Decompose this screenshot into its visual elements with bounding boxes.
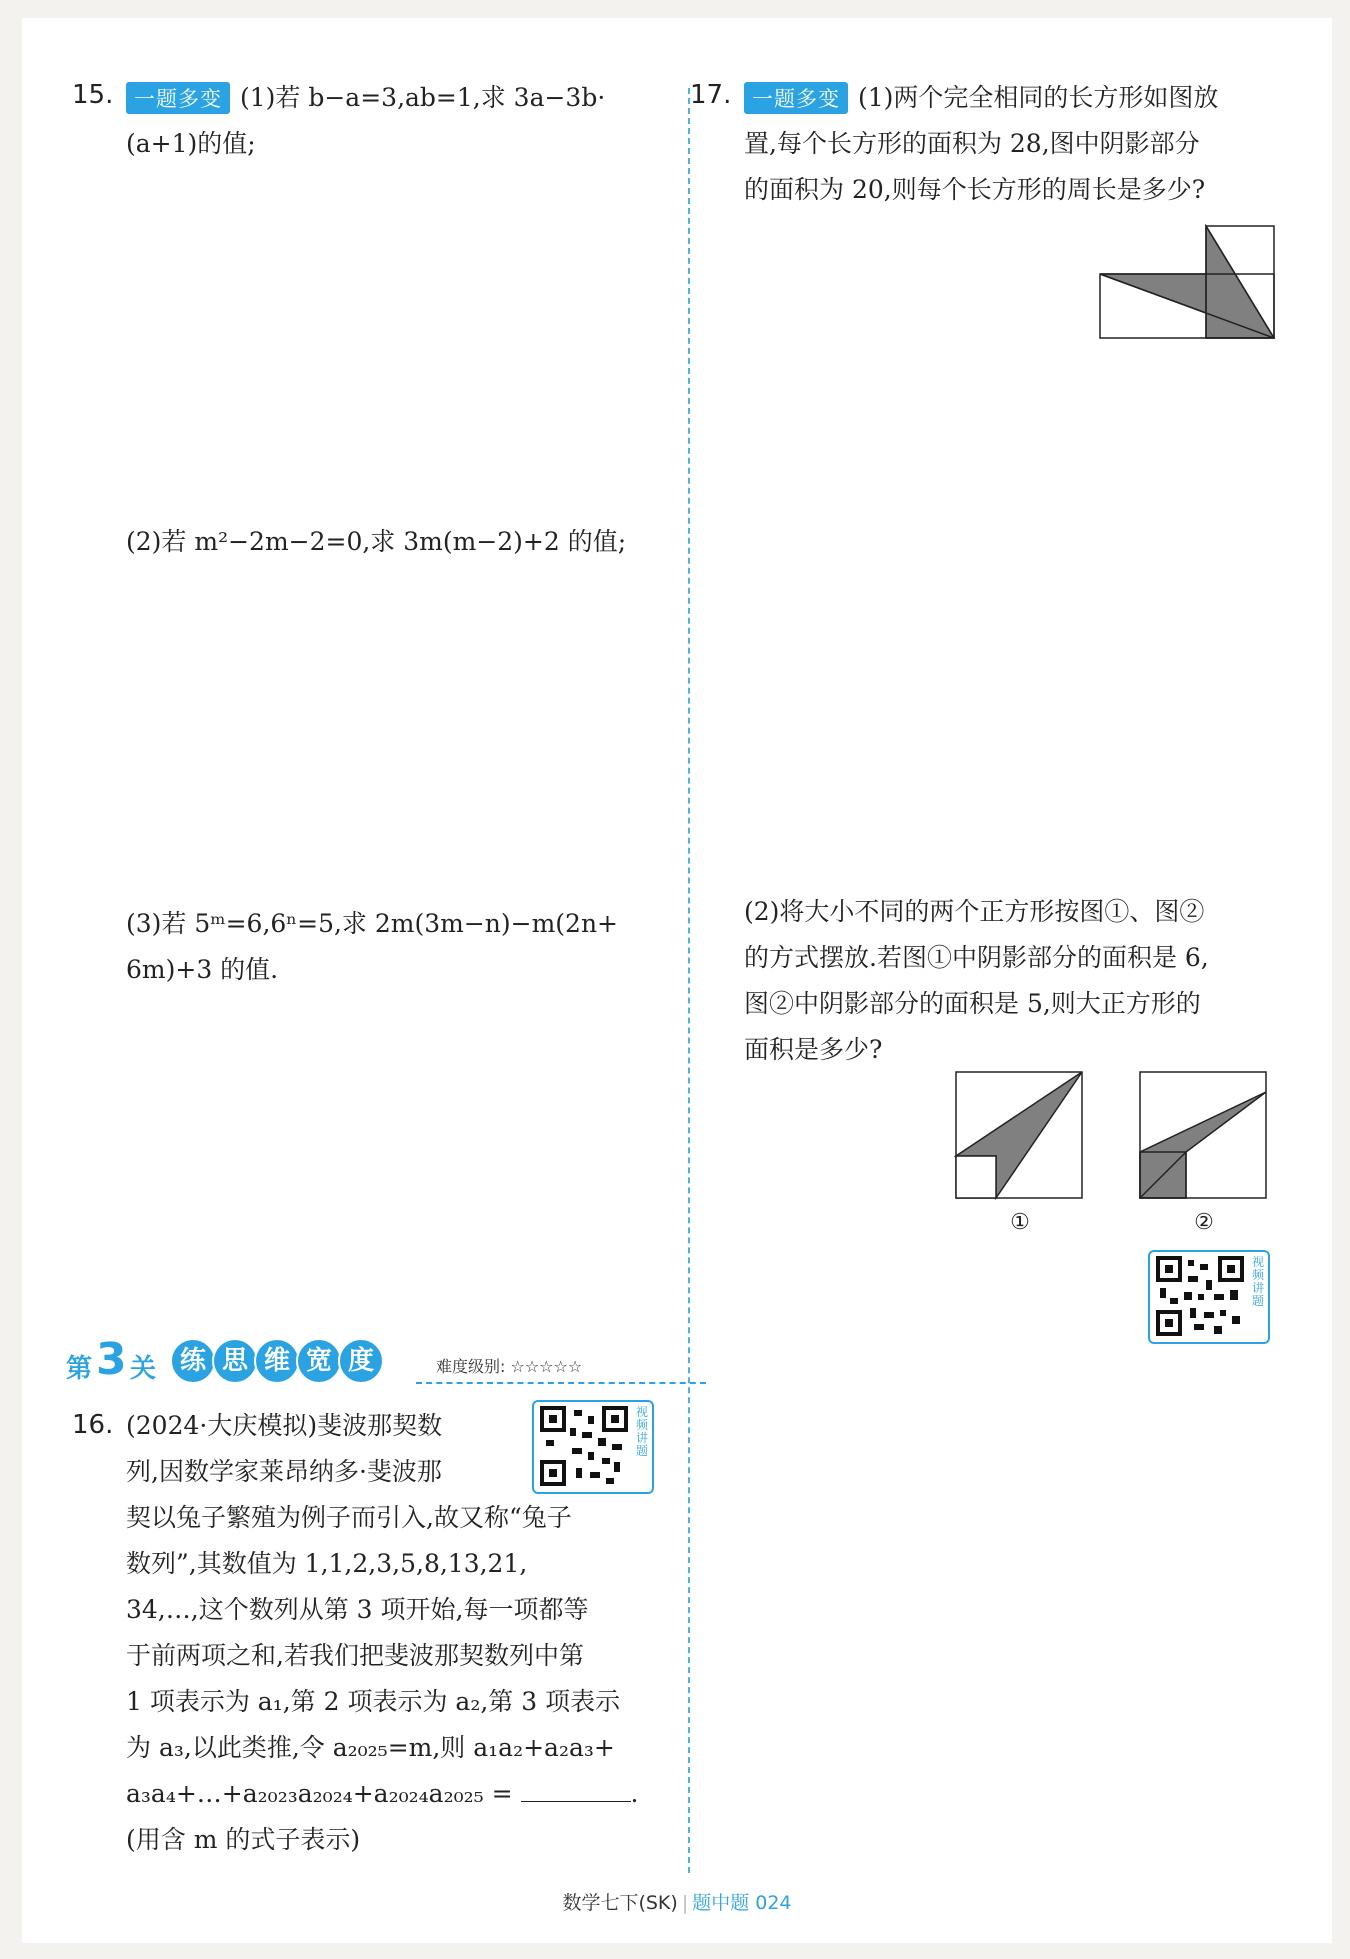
question-17-part2-line2: 的方式摆放.若图①中阴影部分的面积是 6,	[744, 943, 1209, 972]
question-17-part2-line1: (2)将大小不同的两个正方形按图①、图②	[744, 897, 1205, 926]
footer-separator: |	[681, 1892, 689, 1914]
level-title	[170, 1338, 380, 1382]
question-17-part2-line3: 图②中阴影部分的面积是 5,则大正方形的	[744, 989, 1201, 1018]
squares-figure-1	[954, 1070, 1086, 1202]
question-16-line-3: 契以兔子繁殖为例子而引入,故又称“兔子	[126, 1503, 572, 1532]
figure-2-shaded-region	[1140, 1092, 1266, 1198]
qr-code-video-right[interactable]	[1148, 1250, 1270, 1344]
question-16-line-10: (用含 m 的式子表示)	[126, 1825, 361, 1854]
question-16-line-2: 列,因数学家莱昂纳多·斐波那	[126, 1457, 442, 1486]
footer-page-label: 题中题 024	[692, 1892, 792, 1914]
page-footer	[22, 1888, 1332, 1915]
question-17-tag: 一题多变	[744, 82, 848, 114]
footer-book-title: 数学七下(SK)	[562, 1892, 678, 1914]
question-16-number: 16.	[72, 1410, 114, 1440]
question-17-part1-line1: (1)两个完全相同的长方形如图放	[858, 83, 1219, 112]
level-title-char-4: 宽	[296, 1338, 342, 1384]
level-title-char-5: 度	[338, 1338, 384, 1384]
question-16-line-8: 为 a₃,以此类推,令 a₂₀₂₅=m,则 a₁a₂+a₂a₃+	[126, 1733, 615, 1762]
question-17-number: 17.	[690, 80, 732, 110]
question-16-line-4: 数列”,其数值为 1,1,2,3,5,8,13,21,	[126, 1549, 528, 1578]
level-title-char-1: 练	[170, 1338, 216, 1384]
question-15-part3-line2: 6m)+3 的值.	[126, 955, 279, 984]
question-15-number: 15.	[72, 80, 114, 110]
question-17-part2-line4: 面积是多少?	[744, 1035, 883, 1064]
rectangles-figure	[1098, 224, 1276, 340]
question-15-part2-line1: (2)若 m²−2m−2=0,求 3m(m−2)+2 的值;	[126, 527, 627, 556]
question-17-part1-line2: 置,每个长方形的面积为 28,图中阴影部分	[744, 129, 1200, 158]
level-suffix: 关	[130, 1354, 157, 1384]
level-number: 3	[96, 1334, 127, 1385]
question-15-part3-line1: (3)若 5ᵐ=6,6ⁿ=5,求 2m(3m−n)−m(2n+	[126, 909, 619, 938]
question-15-part1-line1: (1)若 b−a=3,ab=1,求 3a−3b·	[240, 83, 606, 112]
question-15-part1-line2: (a+1)的值;	[126, 129, 256, 158]
column-divider	[688, 88, 690, 1873]
squares-figure-2	[1138, 1070, 1270, 1202]
level-title-char-3: 维	[254, 1338, 300, 1384]
figure-1-label: ①	[1010, 1210, 1030, 1235]
qr-code-icon	[538, 1404, 634, 1490]
level-banner	[66, 1336, 666, 1392]
question-16-line-7: 1 项表示为 a₁,第 2 项表示为 a₂,第 3 项表示	[126, 1687, 621, 1716]
question-17-part1-line3: 的面积为 20,则每个长方形的周长是多少?	[744, 175, 1206, 204]
qr-code-video-left[interactable]	[532, 1400, 654, 1494]
level-dashed-line	[416, 1382, 706, 1384]
question-16-line-6: 于前两项之和,若我们把斐波那契数列中第	[126, 1641, 584, 1670]
question-15-tag: 一题多变	[126, 82, 230, 114]
answer-blank-period: .	[630, 1779, 639, 1808]
question-16-line-1: (2024·大庆模拟)斐波那契数	[126, 1411, 443, 1440]
qr-label-left: 视频讲题	[635, 1405, 648, 1458]
question-16-line-5: 34,…,这个数列从第 3 项开始,每一项都等	[126, 1595, 589, 1624]
level-prefix: 第	[66, 1354, 93, 1384]
figure-1-small-square	[956, 1156, 996, 1198]
question-16-line-9	[126, 1770, 638, 1818]
difficulty-rating: 难度级别: ☆☆☆☆☆	[436, 1357, 583, 1376]
worksheet-page	[22, 18, 1332, 1943]
answer-blank[interactable]	[521, 1777, 631, 1802]
qr-label-right: 视频讲题	[1251, 1255, 1264, 1308]
question-16-line-9-text: a₃a₄+…+a₂₀₂₃a₂₀₂₄+a₂₀₂₄a₂₀₂₅ =	[126, 1779, 513, 1808]
figure-2-label: ②	[1194, 1210, 1214, 1235]
qr-code-icon	[1154, 1254, 1250, 1340]
level-title-char-2: 思	[212, 1338, 258, 1384]
